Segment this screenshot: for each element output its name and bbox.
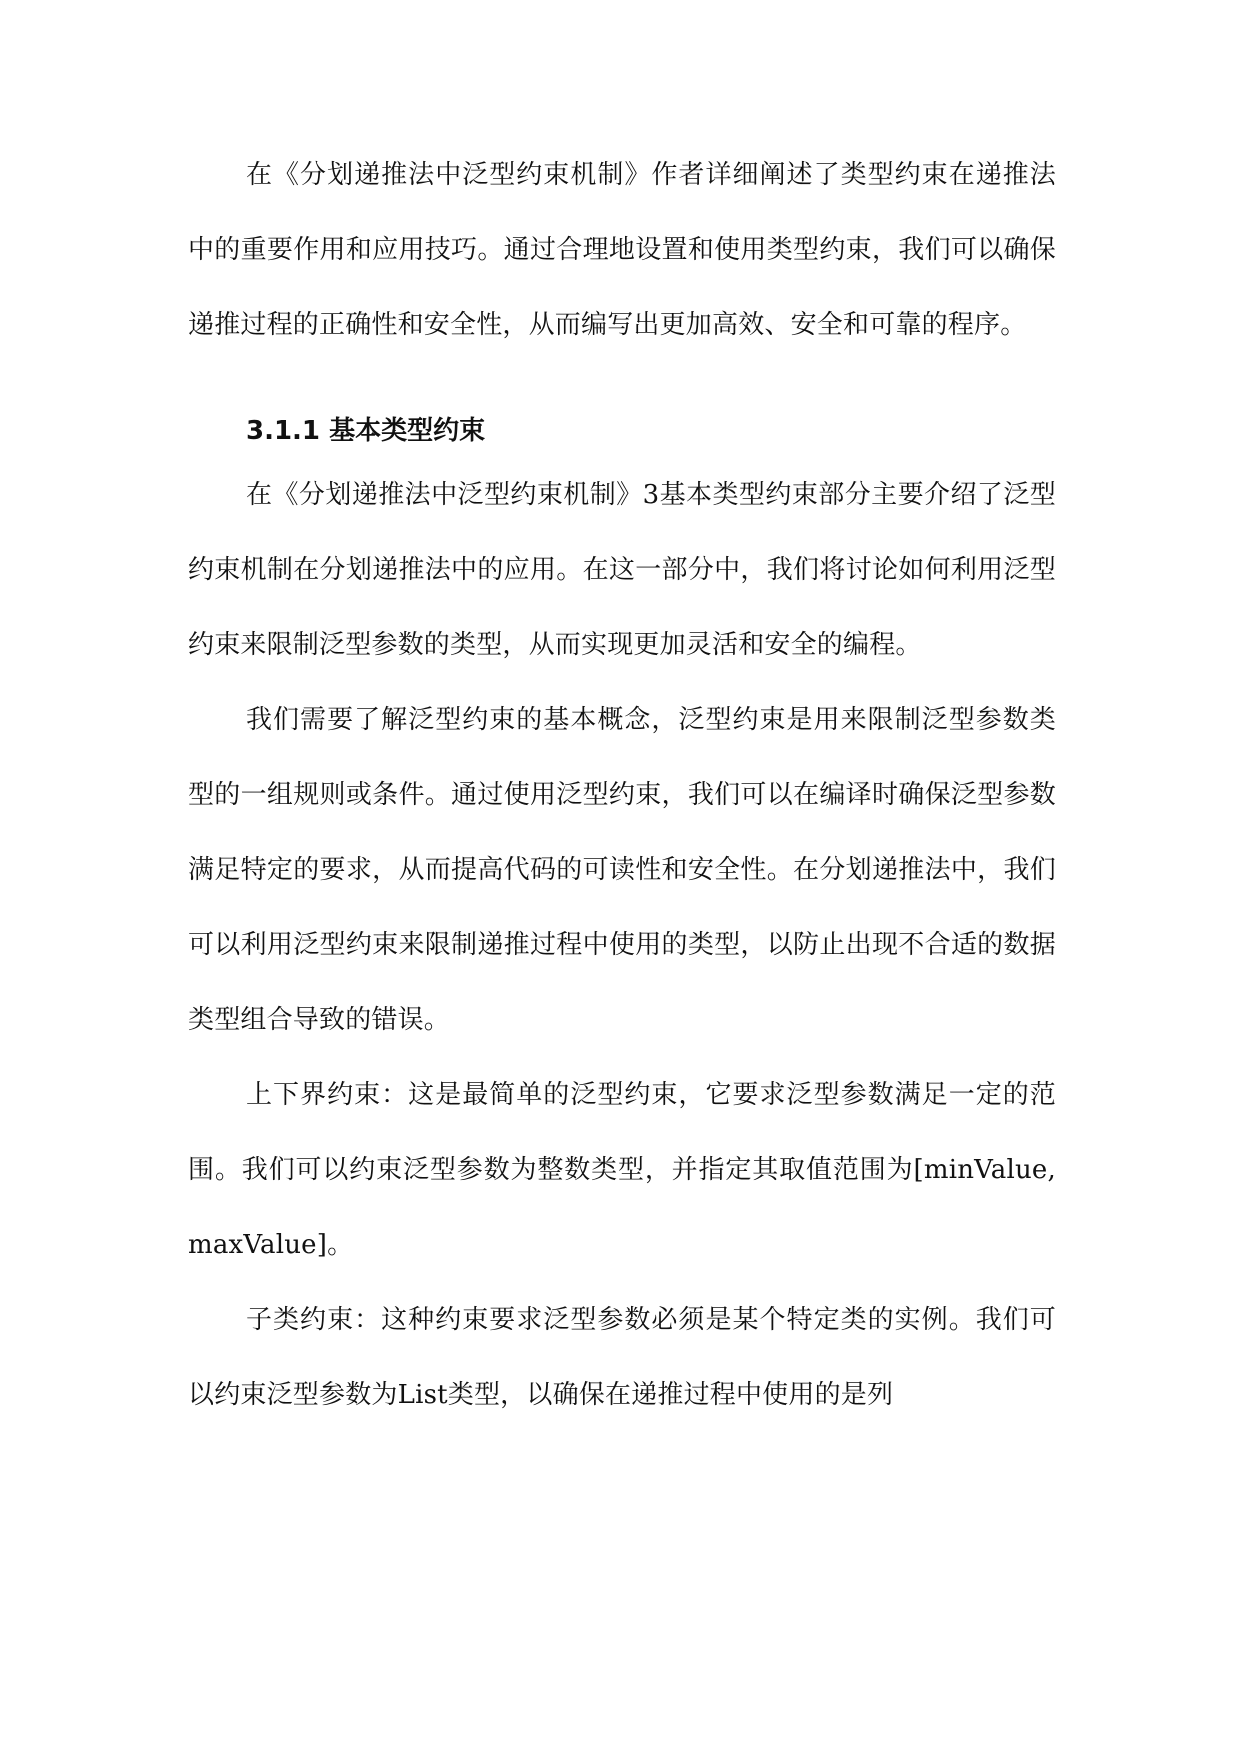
- paragraph-basic-concept: 我们需要了解泛型约束的基本概念，泛型约束是用来限制泛型参数类型的一组规则或条件。通过使用泛型约束，我们可以在编译时确保泛型参数满足特定的要求，从而提高代码的可读性和安全性。在分划递推法中，我们可以利用泛型约束来限制递推过程中使用的类型，以防止出现不合适的数据类型组合导致的错误。: [188, 705, 1056, 1035]
- paragraph-section-intro: 在《分划递推法中泛型约束机制》3基本类型约束部分主要介绍了泛型约束机制在分划递推法中的应用。在这一部分中，我们将讨论如何利用泛型约束来限制泛型参数的类型，从而实现更加灵活和安全的编程。: [188, 480, 1056, 660]
- document-body: [188, 138, 1056, 1433]
- paragraph-bounds-constraint: 上下界约束：这是最简单的泛型约束，它要求泛型参数满足一定的范围。我们可以约束泛型参数为整数类型，并指定其取值范围为[minValue, maxValue]。: [188, 1080, 1056, 1260]
- section-heading: 3.1.1 基本类型约束: [246, 416, 486, 446]
- paragraph-subclass-constraint: 子类约束：这种约束要求泛型参数必须是某个特定类的实例。我们可以约束泛型参数为List类型，以确保在递推过程中使用的是列: [188, 1305, 1056, 1410]
- paragraph-intro: 在《分划递推法中泛型约束机制》作者详细阐述了类型约束在递推法中的重要作用和应用技巧。通过合理地设置和使用类型约束，我们可以确保递推过程的正确性和安全性，从而编写出更加高效、安全和可靠的程序。: [188, 160, 1056, 340]
